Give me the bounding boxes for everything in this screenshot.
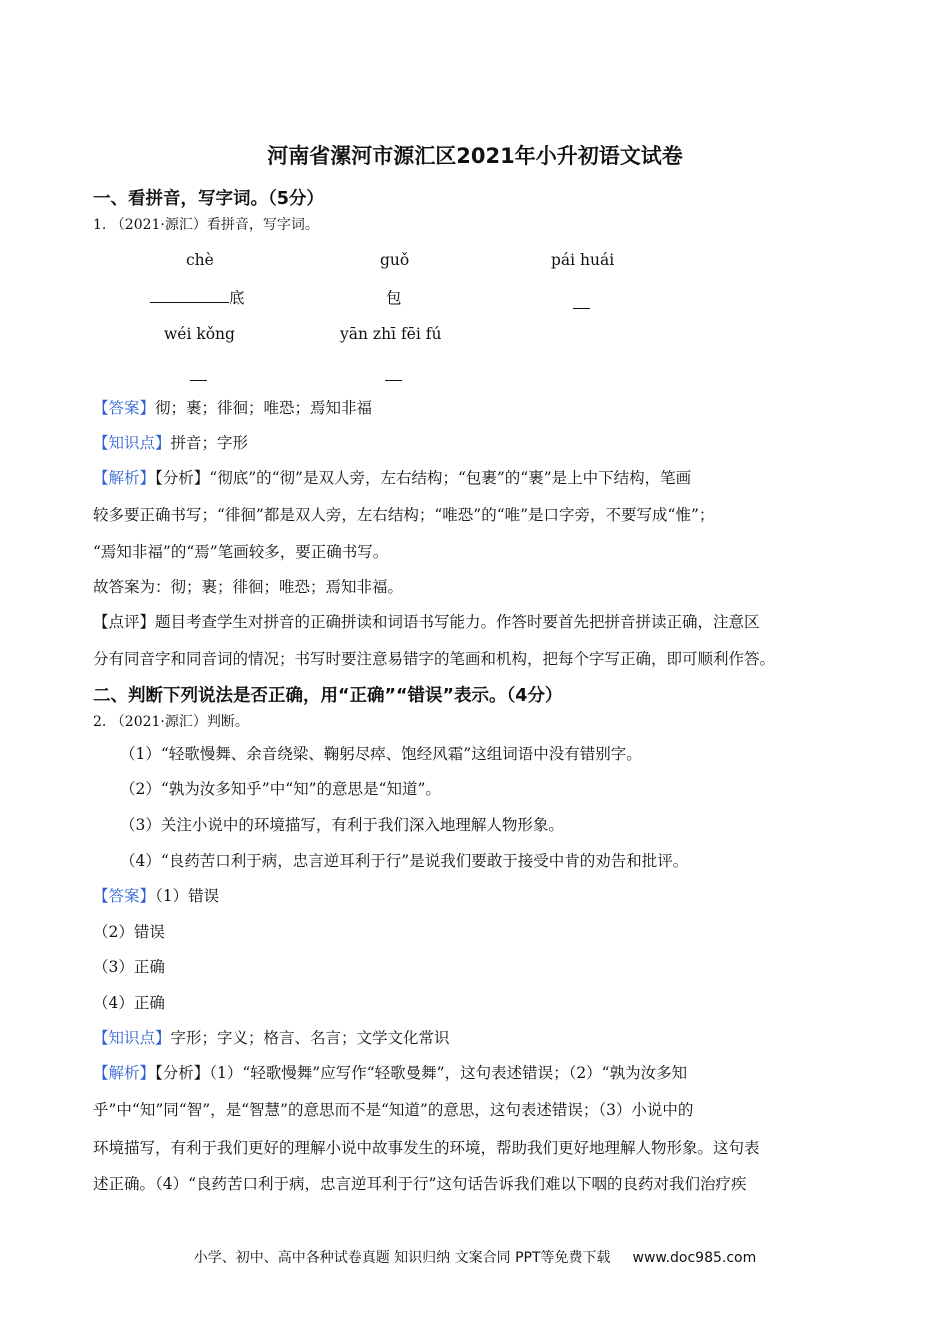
- answer-blank[interactable]: [385, 368, 402, 381]
- analysis-line: 乎”中“知”同“智”，是“智慧”的意思而不是“知道”的意思，这句表述错误；（3）小说中的: [93, 1101, 694, 1119]
- answer-text: （4）正确: [93, 994, 165, 1012]
- knowledge-row-2: [93, 1028, 450, 1048]
- answer-blank[interactable]: [190, 368, 207, 381]
- section2-heading: 二、判断下列说法是否正确，用“正确”“错误”表示。（4分）: [93, 686, 563, 706]
- knowledge-row-1: [93, 433, 248, 453]
- analysis-line: 【分析】“彻底”的“彻”是双人旁，左右结构；“包裹”的“裹”是上中下结构，笔画: [155, 469, 692, 487]
- analysis-line: “焉知非福”的“焉”笔画较多，要正确书写。: [93, 543, 389, 561]
- blank-suffix-di: 底: [229, 289, 245, 307]
- analysis-line: 环境描写，有利于我们更好的理解小说中故事发生的环境，帮助我们更好地理解人物形象。这句表: [93, 1139, 760, 1157]
- analysis-line: 【分析】（1）“轻歌慢舞”应写作“轻歌曼舞”，这句表述错误；（2）“孰为汝多知: [155, 1064, 688, 1082]
- analysis-line: 故答案为：彻；裹；徘徊；唯恐；焉知非福。: [93, 578, 404, 596]
- answer-blank[interactable]: [150, 288, 229, 303]
- pinyin-weikong: wéi kǒng: [164, 325, 235, 343]
- blank-prefix-bao: 包: [386, 289, 402, 307]
- blank-row-1-item-1: [150, 288, 245, 308]
- knowledge-text: 字形；字义；格言、名言；文学文化常识: [170, 1029, 450, 1047]
- answer-row-1: [93, 398, 372, 418]
- pinyin-yanzhifeifu: yān zhī fēi fú: [340, 325, 442, 343]
- judge-item: （2）“孰为汝多知乎”中“知”的意思是“知道”。: [120, 780, 441, 798]
- analysis-row-2: [93, 1063, 687, 1083]
- pinyin-guo: guǒ: [380, 251, 410, 269]
- blank-row-1-item-2: [386, 288, 402, 308]
- answer-row-2: [93, 886, 219, 906]
- analysis-line: 较多要正确书写；“徘徊”都是双人旁，左右结构；“唯恐”的“唯”是口字旁，不要写成“惟”；: [93, 506, 715, 524]
- pinyin-paihuai: pái huái: [551, 251, 615, 269]
- comment-line: 分有同音字和同音词的情况；书写时要注意易错字的笔画和机构，把每个字写正确，即可顺利作答。: [93, 650, 776, 668]
- footer-text: 小学、初中、高中各种试卷真题 知识归纳 文案合同 PPT等免费下载: [193, 1250, 611, 1266]
- answer-tag: 【答案】: [93, 887, 156, 905]
- comment-line: 【点评】题目考查学生对拼音的正确拼读和词语书写能力。作答时要首先把拼音拼读正确，注意区: [93, 613, 760, 631]
- judge-item: （4）“良药苦口利于病，忠言逆耳利于行”是说我们要敢于接受中肯的劝告和批评。: [120, 852, 689, 870]
- answer-tag: 【答案】: [93, 399, 156, 417]
- answer-text: 彻；裹；徘徊；唯恐；焉知非福: [155, 399, 373, 417]
- knowledge-tag: 【知识点】: [93, 434, 171, 452]
- question-2: 2. （2021·源汇）判断。: [93, 714, 249, 730]
- footer-url[interactable]: www.doc985.com: [632, 1250, 757, 1266]
- answer-text: （3）正确: [93, 958, 165, 976]
- answer-text: （1）错误: [155, 887, 220, 905]
- judge-item: （1）“轻歌慢舞、余音绕梁、鞠躬尽瘁、饱经风霜”这组词语中没有错别字。: [120, 745, 642, 763]
- pinyin-che: chè: [186, 251, 214, 269]
- question-1: 1. （2021·源汇）看拼音，写字词。: [93, 217, 319, 233]
- section1-heading: 一、看拼音，写字词。（5分）: [93, 189, 324, 209]
- analysis-tag: 【解析】: [93, 469, 156, 487]
- answer-text: （2）错误: [93, 923, 165, 941]
- knowledge-tag: 【知识点】: [93, 1029, 171, 1047]
- knowledge-text: 拼音；字形: [170, 434, 249, 452]
- judge-item: （3）关注小说中的环境描写，有利于我们深入地理解人物形象。: [120, 816, 564, 834]
- analysis-row-1: [93, 468, 691, 488]
- page-footer: [0, 1247, 950, 1267]
- analysis-tag: 【解析】: [93, 1064, 156, 1082]
- page-title: 河南省漯河市源汇区2021年小升初语文试卷: [267, 144, 683, 168]
- answer-blank[interactable]: [573, 296, 590, 309]
- analysis-line: 述正确。（4）“良药苦口利于病，忠言逆耳利于行”这句话告诉我们难以下咽的良药对我们治疗疾: [93, 1175, 747, 1193]
